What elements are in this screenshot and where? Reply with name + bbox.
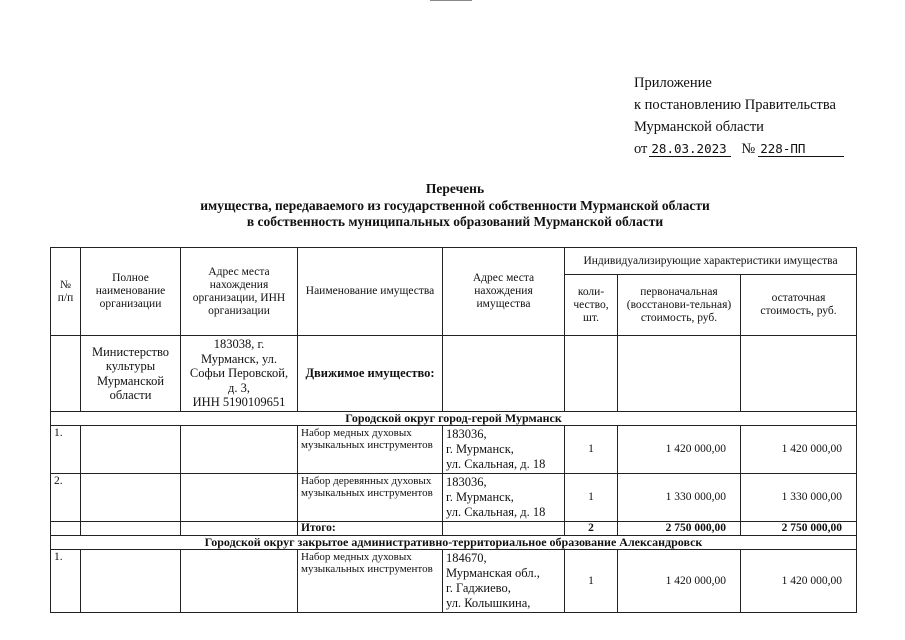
org-row-num	[51, 336, 81, 412]
total-qty: 2	[565, 522, 618, 536]
row-addr-line-1: 183036,	[446, 475, 487, 489]
region-murmansk: Городской округ город-герой Мурманск	[51, 412, 857, 426]
total-residual-cost: 2 750 000,00	[741, 522, 857, 536]
total-empty-4	[443, 522, 565, 536]
from-label: от	[634, 141, 648, 157]
row-addr-line-2: г. Мурманск,	[446, 442, 514, 456]
row-address	[443, 550, 565, 613]
row-initial-cost: 1 420 000,00	[618, 426, 741, 474]
row-name: Набор деревянных духовых музыкальных инструментов	[298, 474, 443, 522]
total-empty-3	[181, 522, 298, 536]
table-row	[51, 550, 857, 613]
row-name: Набор медных духовых музыкальных инструментов	[298, 426, 443, 474]
row-residual-cost: 1 420 000,00	[741, 426, 857, 474]
decree-date: 28.03.2023	[649, 141, 731, 157]
number-label: №	[741, 141, 756, 157]
header-group: Индивидуализирующие характеристики имущества	[565, 248, 857, 275]
header-row-1	[51, 248, 857, 275]
total-empty-2	[81, 522, 181, 536]
header-num: № п/п	[51, 248, 81, 336]
row-address	[443, 426, 565, 474]
header-qty: коли-чество, шт.	[565, 275, 618, 336]
row-addr-line-3: ул. Скальная, д. 18	[446, 505, 546, 519]
header-org-addr: Адрес места нахождения организации, ИНН организации	[181, 248, 298, 336]
org-addr-line-4: д. 3,	[228, 380, 250, 395]
org-addr-line-5: ИНН 5190109651	[192, 395, 286, 409]
total-empty-1	[51, 522, 81, 536]
header-residual: остаточная стоимость, руб.	[741, 275, 857, 336]
appendix-line-1: Приложение	[634, 75, 712, 91]
row-num: 2.	[51, 474, 81, 522]
row-initial-cost: 1 420 000,00	[618, 550, 741, 613]
total-initial-cost: 2 750 000,00	[618, 522, 741, 536]
row-addr-line-2: г. Мурманск,	[446, 490, 514, 504]
org-address	[181, 336, 298, 412]
total-label: Итого:	[298, 522, 443, 536]
org-addr-line-3: Софьи Перовской,	[189, 366, 289, 380]
row-qty: 1	[565, 474, 618, 522]
org-row-empty-1	[443, 336, 565, 412]
header-org: Полное наименование организации	[81, 248, 181, 336]
title-line-3: в собственность муниципальных образований Мурманской области	[246, 214, 664, 229]
org-row-empty-3	[618, 336, 741, 412]
row-qty: 1	[565, 550, 618, 613]
appendix-date-row	[634, 138, 894, 160]
row-empty-org-addr	[181, 426, 298, 474]
property-type: Движимое имущество:	[298, 336, 443, 412]
row-addr-line-3: ул. Скальная, д. 18	[446, 457, 546, 471]
region-aleksandrovsk: Городской округ закрытое административно-территориальное образование Александровск	[51, 536, 857, 550]
row-residual-cost: 1 420 000,00	[741, 550, 857, 613]
row-num: 1.	[51, 426, 81, 474]
title-line-1: Перечень	[425, 181, 485, 196]
region-row-1	[51, 412, 857, 426]
row-empty-org	[81, 550, 181, 613]
row-empty-org-addr	[181, 474, 298, 522]
org-row-empty-2	[565, 336, 618, 412]
row-addr-line-1: 184670,	[446, 551, 487, 565]
table-row	[51, 426, 857, 474]
table-row	[51, 474, 857, 522]
region-row-2	[51, 536, 857, 550]
total-row	[51, 522, 857, 536]
org-name: Министерство культуры Мурманской области	[81, 336, 181, 412]
row-empty-org	[81, 474, 181, 522]
row-address	[443, 474, 565, 522]
row-addr-line-4: ул. Колышкина,	[446, 596, 531, 610]
appendix-line-2: к постановлению Правительства	[634, 97, 836, 113]
page-top-mark	[430, 0, 472, 4]
header-name: Наименование имущества	[298, 248, 443, 336]
row-qty: 1	[565, 426, 618, 474]
header-initial: первоначальная (восстанови-тельная) стоимость, руб.	[618, 275, 741, 336]
row-name: Набор медных духовых музыкальных инструментов	[298, 550, 443, 613]
header-prop-addr: Адрес места нахождения имущества	[443, 248, 565, 336]
row-addr-line-1: 183036,	[446, 427, 487, 441]
decree-number: 228-ПП	[758, 141, 844, 157]
row-residual-cost: 1 330 000,00	[741, 474, 857, 522]
appendix-block	[634, 72, 894, 160]
appendix-line-3: Мурманской области	[634, 119, 764, 135]
document-title	[50, 181, 860, 231]
org-addr-line-1: 183038, г.	[213, 337, 265, 351]
title-line-2: имущества, передаваемого из государственной собственности Мурманской области	[200, 197, 710, 213]
row-addr-line-3: г. Гаджиево,	[446, 581, 511, 595]
row-empty-org	[81, 426, 181, 474]
row-addr-line-2: Мурманская обл.,	[446, 566, 540, 580]
org-row	[51, 336, 857, 412]
org-row-empty-4	[741, 336, 857, 412]
org-addr-line-2: Мурманск, ул.	[200, 351, 278, 366]
property-table	[50, 247, 857, 613]
row-empty-org-addr	[181, 550, 298, 613]
row-initial-cost: 1 330 000,00	[618, 474, 741, 522]
row-num: 1.	[51, 550, 81, 613]
